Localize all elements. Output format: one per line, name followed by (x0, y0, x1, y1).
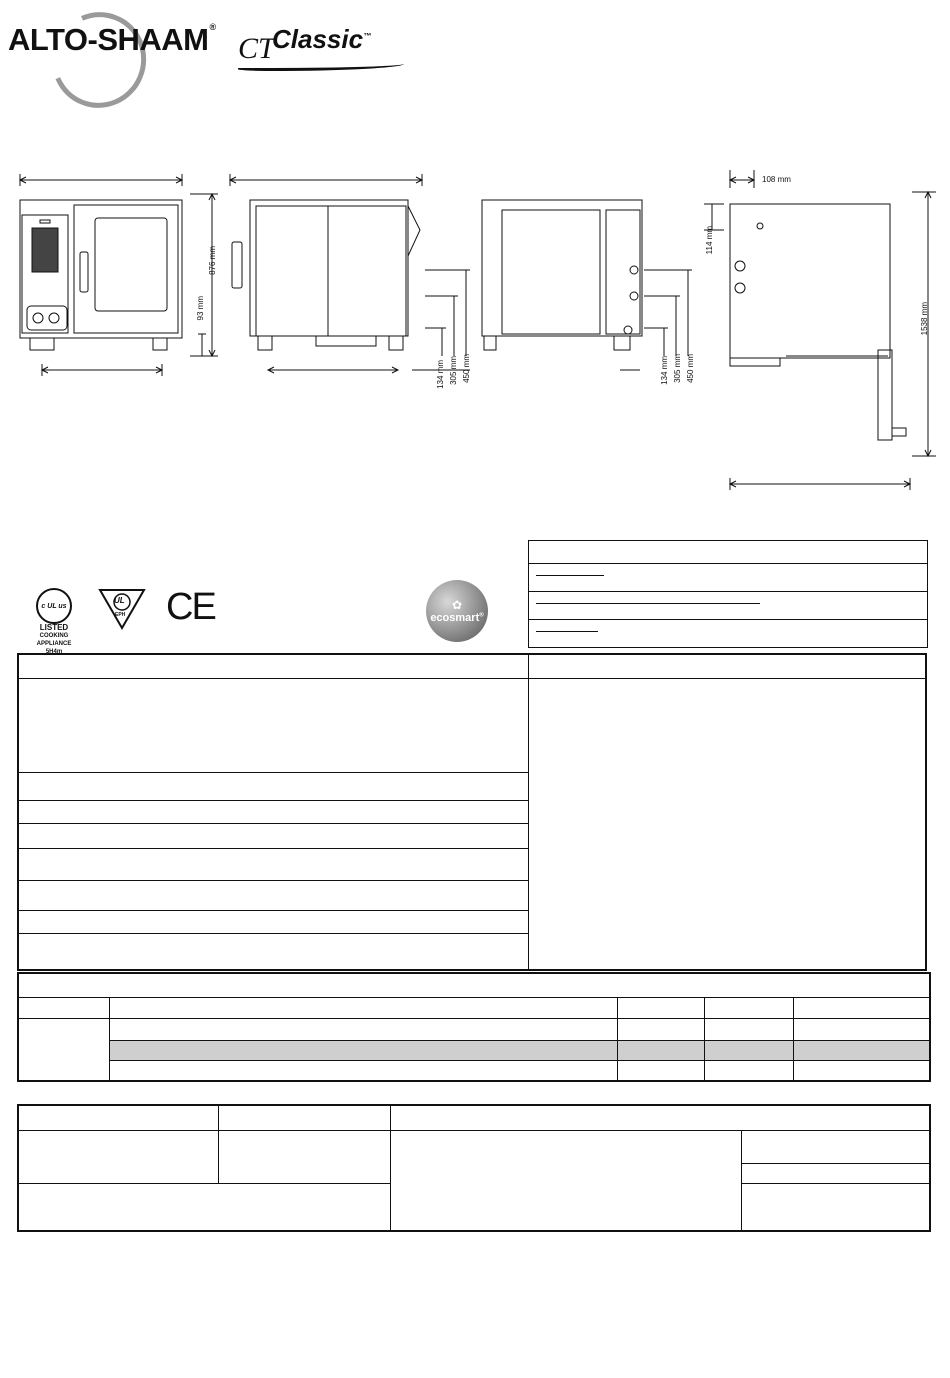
project-field-line-1 (536, 575, 604, 576)
dim-top-114: 114 mm (705, 226, 714, 255)
eco-text (430, 612, 483, 624)
ul-icon (36, 588, 72, 624)
ce-mark: CE (166, 586, 215, 628)
ul-sub1: COOKING APPLIANCE (36, 633, 72, 647)
ul-listed-text: LISTED (39, 623, 69, 632)
options-col-divider-3 (704, 997, 705, 1082)
technical-drawings (0, 160, 950, 500)
eco-line2: smart (449, 612, 480, 624)
spec-table (17, 653, 927, 971)
ul-sanitation-text: UL (114, 596, 125, 605)
brand-reg-mark: ® (209, 22, 216, 32)
dim-top-1538: 1538 mm (920, 302, 929, 336)
eco-flower-icon: ✿ (451, 598, 463, 612)
brand-logo (8, 22, 216, 58)
dim-front-leg: 93 mm (196, 296, 205, 321)
logo-swoosh (37, 0, 160, 122)
spec-row-divider-2 (17, 800, 528, 801)
project-info-divider-1 (528, 563, 928, 564)
ul-sub2: 5H4m (45, 649, 63, 655)
eco-line1: eco (430, 612, 450, 624)
options-col-divider-1 (109, 997, 110, 1082)
dim-rear-134: 134 mm (660, 356, 669, 385)
project-field-line-3 (536, 631, 598, 632)
ul-top-text: c UL us (41, 602, 67, 610)
side-view-drawing (230, 174, 470, 373)
ul-listed-mark (28, 588, 80, 656)
product-name-text: Classic (272, 24, 364, 54)
product-name (272, 24, 371, 55)
bottom-col-divider-3 (741, 1130, 742, 1232)
project-info-divider-2 (528, 591, 928, 592)
rear-view-drawing (482, 200, 692, 370)
brand-name: ALTO-SHAAM (8, 22, 209, 57)
project-field-line-2 (536, 603, 760, 604)
ul-sanitation-icon (98, 588, 146, 630)
product-tm-mark: ™ (363, 31, 372, 41)
options-shaded-row (109, 1040, 929, 1060)
dim-side-305: 305 mm (449, 356, 458, 385)
product-underline (238, 62, 404, 71)
spec-column-divider (528, 653, 529, 971)
dim-side-450: 450 mm (462, 354, 471, 383)
spec-row-divider-5 (17, 880, 528, 881)
eco-reg: ® (479, 612, 484, 619)
project-info-divider-3 (528, 619, 928, 620)
front-view-drawing (20, 174, 218, 376)
spec-row-divider-4 (17, 848, 528, 849)
bottom-table (17, 1104, 931, 1232)
spec-row-divider-7 (17, 933, 528, 934)
top-view-drawing (704, 170, 936, 490)
bottom-header-divider (17, 1130, 931, 1131)
options-col-divider-2 (617, 997, 618, 1082)
options-row-divider-1 (109, 1040, 931, 1041)
bottom-row-divider-right-1 (741, 1163, 931, 1164)
options-col-divider-4 (793, 997, 794, 1082)
bottom-col-divider-1 (218, 1104, 219, 1184)
spec-row-divider-1 (17, 772, 528, 773)
bottom-row-divider-right-2 (741, 1183, 931, 1184)
ul-sanitation-sub: EPH (115, 612, 126, 618)
ecosmart-logo (426, 580, 488, 642)
dim-rear-305: 305 mm (673, 354, 682, 383)
bottom-row-divider-left (17, 1183, 390, 1184)
options-row-divider-2 (109, 1060, 931, 1061)
dim-top-108: 108 mm (762, 175, 791, 184)
dim-side-134: 134 mm (436, 360, 445, 389)
bottom-col-divider-2 (390, 1104, 391, 1232)
dim-front-height: 876 mm (208, 246, 217, 275)
spec-row-divider-3 (17, 823, 528, 824)
product-prefix: CT (238, 32, 275, 65)
spec-row-divider-6 (17, 910, 528, 911)
dim-rear-450: 450 mm (686, 354, 695, 383)
spec-header-divider (17, 678, 927, 679)
